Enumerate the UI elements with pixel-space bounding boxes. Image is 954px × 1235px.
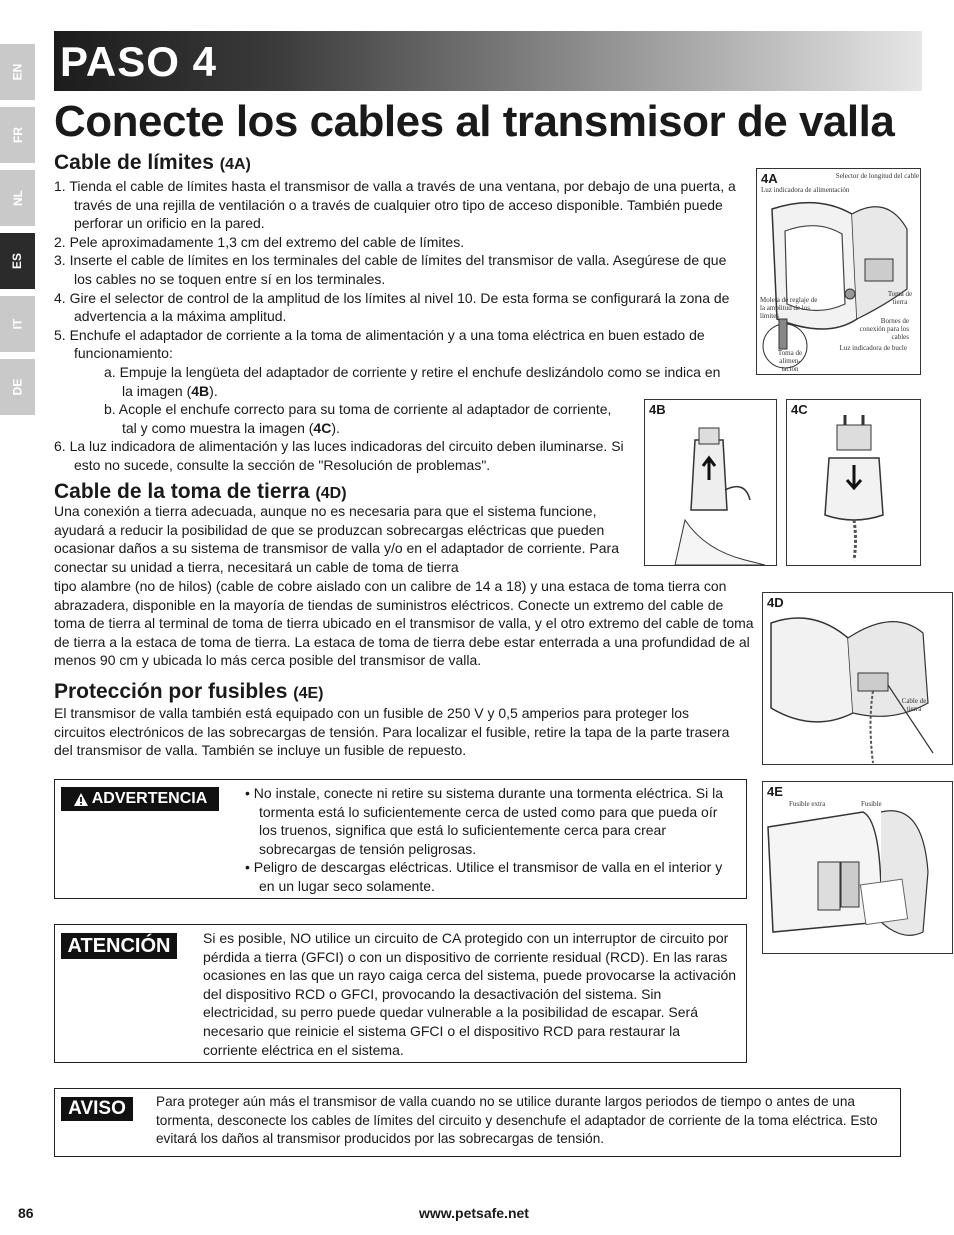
list-subitem-b: b. Acople el enchufe correcto para su toma de corriente al adaptador de corriente, tal y como muestra la imagen (4C). xyxy=(104,401,612,436)
list-item: 6. La luz indicadora de alimentación y las luces indicadoras del circuito deben iluminarse. Si esto no sucede, consulte la sección de "Resolución de problemas". xyxy=(54,438,624,473)
notice-badge: AVISO xyxy=(61,1097,133,1121)
list-subitem-a: a. Empuje la lengüeta del adaptador de corriente y retire el enchufe deslizándolo como se indica en la imagen (4B). xyxy=(104,363,721,399)
list-item: • Peligro de descargas eléctricas. Utilice el transmisor de valla en el interior y en un lugar seco solamente. xyxy=(245,859,723,894)
list-item: • No instale, conecte ni retire su sistema durante una tormenta eléctrica. Si la tormenta está lo suficientemente cerca de usted como para que pueda oír los truenos, significa que está lo suficientemente cerca para crear sobrecargas de tensión peligrosas. xyxy=(245,785,724,857)
label-power-light: Luz indicadora de alimentación xyxy=(761,186,850,194)
section-heading-ground-wire: Cable de la toma de tierra (4D) xyxy=(54,480,347,503)
label-fuse: Fusible xyxy=(861,800,882,808)
tab-en[interactable]: EN xyxy=(0,44,35,100)
notice-text: Para proteger aún más el transmisor de valla cuando no se utilice durante largos periodos de tiempo o antes de una tormenta, desconecte los cables de límites del circuito y desenchufe el adaptador de corriente de la toma eléctrica. Esto evitará los daños al transmisor producidos por las sobrecargas de tensión. xyxy=(156,1094,878,1147)
fuse-text: El transmisor de valla también está equipado con un fusible de 250 V y 0,5 amperios para proteger los circuitos electrónicos de las sobrecargas de tensión. Para localizar el fusible, retire la tapa de la parte trasera del transmisor de valla. También se incluye un fusible de repuesto. xyxy=(54,705,730,759)
tab-it[interactable]: IT xyxy=(0,296,35,352)
section-heading-fuse: Protección por fusibles (4E) xyxy=(54,680,324,703)
warning-box xyxy=(54,779,747,899)
figure-tag: 4A xyxy=(761,171,778,186)
list-item: 4. Gire el selector de control de la amplitud de los límites al nivel 10. De esta forma se configurará la zona de advertencia a la máxima amplitud. xyxy=(54,289,730,325)
figure-tag: 4D xyxy=(767,595,784,610)
list-item: 1. Tienda el cable de límites hasta el transmisor de valla a través de una ventana, por debajo de una puerta, a través de una rejilla de ventilación o a través de cualquier otro tipo de acceso disponible. También puede perforar un orificio en la pared. xyxy=(54,178,736,232)
figure-4e xyxy=(762,781,953,954)
figure-4a xyxy=(756,168,921,375)
list-item: 5. Enchufe el adaptador de corriente a la toma de alimentación y a una toma eléctrica en buen estado de funcionamiento: xyxy=(54,326,705,362)
ground-wire-illustration xyxy=(763,593,952,764)
figure-tag: 4C xyxy=(791,402,808,417)
website-link[interactable]: www.petsafe.net xyxy=(419,1205,529,1221)
notice-box xyxy=(54,1088,901,1157)
tab-es[interactable]: ES xyxy=(0,233,35,289)
caution-box xyxy=(54,924,747,1063)
adapter-plug-attach-illustration xyxy=(787,400,920,565)
figure-tag: 4E xyxy=(767,784,783,799)
label-ground-terminal: Toma de tierra xyxy=(887,290,913,306)
label-ground-wire: Cable de tierra xyxy=(901,697,927,713)
ground-wire-text-a: Una conexión a tierra adecuada, aunque no es necesaria para que el sistema funcione, ayudará a reducir la posibilidad de que se produzcan sobrecargas eléctricas que pueden ocasionar daños a su sistema de transmisor de valla y/o en el adaptador de corriente. Para conectar su unidad a tierra, necesitará un cable de toma de tierra xyxy=(54,503,619,575)
page-number: 86 xyxy=(18,1205,34,1221)
label-spare-fuse: Fusible extra xyxy=(789,800,826,808)
ground-wire-text-b: tipo alambre (no de hilos) (cable de cobre aislado con un calibre de 14 a 18) y una estaca de toma tierra con abrazadera, disponible en la mayoría de tiendas de suministros eléctricos. Conecte un extremo del cable de toma de tierra al terminal de toma de tierra ubicado en el transmisor de valla, y el otro extremo del cable de toma de tierra a la estaca de toma de tierra. La estaca de toma de tierra debe estar enterrada a una profundidad de al menos 90 cm y ubicada lo más cerca posible del transmisor de valla. xyxy=(54,578,754,669)
warning-bullets xyxy=(245,784,735,896)
tab-nl[interactable]: NL xyxy=(0,170,35,226)
label-cable-selector: Selector de longitud del cable xyxy=(835,172,919,180)
section-heading-boundary-wire: Cable de límites (4A) xyxy=(54,151,251,174)
label-loop-light: Luz indicadora de bucle xyxy=(839,344,907,352)
label-range-dial: Moleta de reglaje de la amplitud de los límites xyxy=(760,296,818,320)
figure-tag: 4B xyxy=(649,402,666,417)
step-label: PASO 4 xyxy=(60,38,217,85)
figure-4b xyxy=(644,399,777,566)
list-item: 3. Inserte el cable de límites en los terminales del cable de límites del transmisor de valla. Asegúrese de que los cables no se toquen entre sí en los terminales. xyxy=(54,252,727,287)
warning-triangle-icon xyxy=(73,792,89,807)
tab-de[interactable]: DE xyxy=(0,359,35,415)
label-power-jack: Toma de alimen-tación xyxy=(777,349,803,373)
boundary-wire-steps xyxy=(54,177,744,475)
adapter-plug-removal-illustration xyxy=(645,400,776,565)
caution-badge: ATENCIÓN xyxy=(61,933,177,959)
figure-4c xyxy=(786,399,921,566)
caution-text: Si es posible, NO utilice un circuito de CA protegido con un interruptor de circuito por pérdida a tierra (GFCI) o con un dispositivo de corriente residual (RCD). En las raras ocasiones en las que un rayo caiga cerca del sistema, puede provocarse la activación del dispositivo RCD o GFCI, provocando la desactivación del sistema. Sin electricidad, su perro puede quedar vulnerable a la posibilidad de escapar. Será necesario que reinicie el sistema GFCI o el dispositivo RCD para restaurar la corriente eléctrica en el sistema. xyxy=(203,930,737,1058)
label-wire-terminals: Bornes de conexión para los cables xyxy=(859,317,909,341)
tab-fr[interactable]: FR xyxy=(0,107,35,163)
figure-4d xyxy=(762,592,953,765)
page-title: Conecte los cables al transmisor de valla xyxy=(54,97,895,146)
list-item: 2. Pele aproximadamente 1,3 cm del extremo del cable de límites. xyxy=(54,233,465,250)
warning-badge: ADVERTENCIA xyxy=(61,787,219,811)
